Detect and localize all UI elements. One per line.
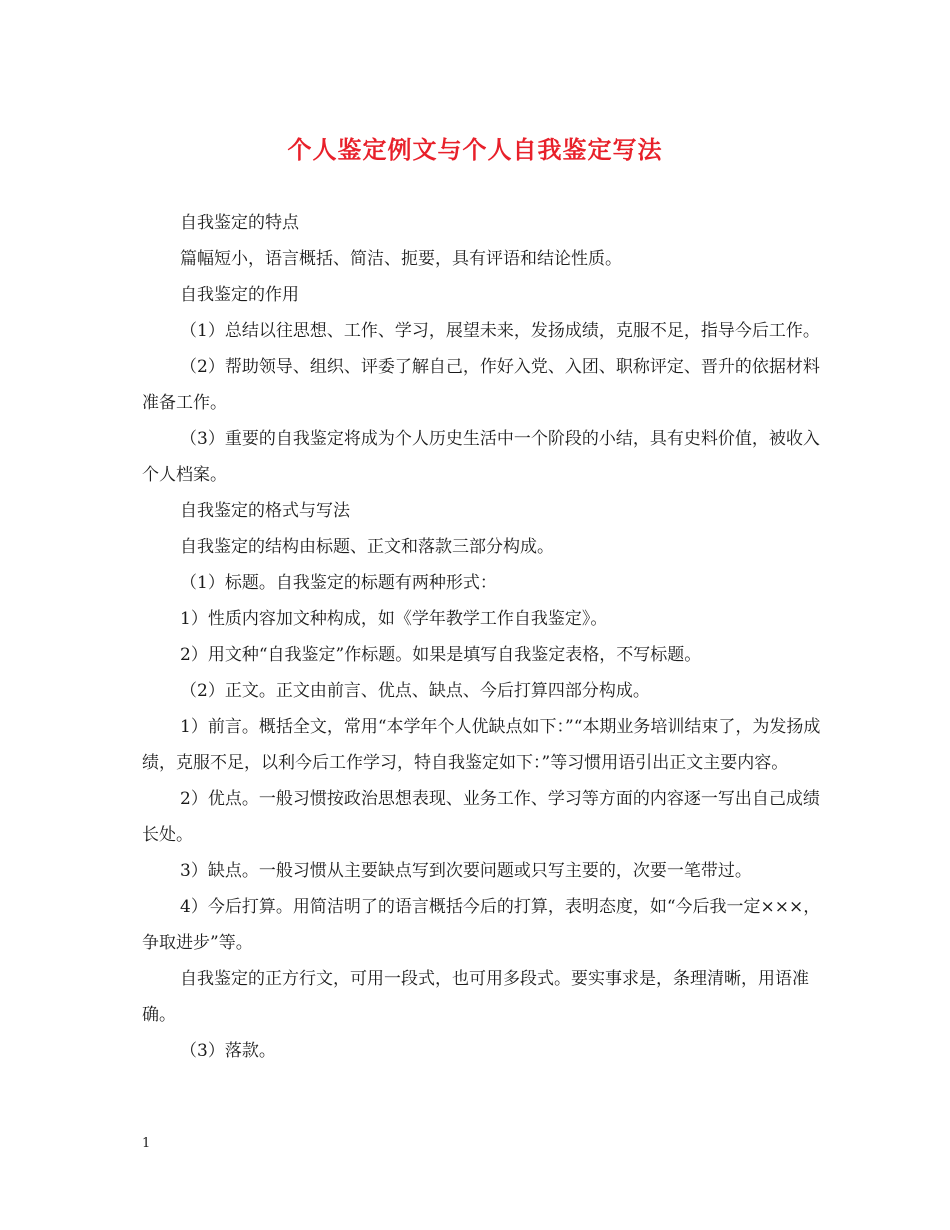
paragraph-14: 2）优点。一般习惯按政治思想表现、业务工作、学习等方面的内容逐一写出自己成绩长处。 (142, 789, 820, 845)
paragraph-7: 自我鉴定的格式与写法 (180, 501, 350, 521)
paragraph-6: （3）重要的自我鉴定将成为个人历史生活中一个阶段的小结，具有史料价值，被收入个人档案。 (142, 429, 820, 485)
paragraph-18: （3）落款。 (180, 1041, 276, 1061)
page-number: 1 (142, 1136, 151, 1151)
paragraph-4: （1）总结以往思想、工作、学习，展望未来，发扬成绩，克服不足，指导今后工作。 (180, 321, 820, 341)
paragraph-5: （2）帮助领导、组织、评委了解自己，作好入党、入团、职称评定、晋升的依据材料准备工作。 (142, 357, 820, 413)
paragraph-13: 1）前言。概括全文，常用“本学年个人优缺点如下：”“本期业务培训结束了，为发扬成绩，克服不足，以利今后工作学习，特自我鉴定如下：”等习惯用语引出正文主要内容。 (142, 717, 821, 773)
paragraph-12: （2）正文。正文由前言、优点、缺点、今后打算四部分构成。 (180, 681, 650, 701)
paragraph-11: 2）用文种“自我鉴定”作标题。如果是填写自我鉴定表格，不写标题。 (180, 645, 702, 665)
paragraph-8: 自我鉴定的结构由标题、正文和落款三部分构成。 (180, 537, 554, 557)
document-title: 个人鉴定例文与个人自我鉴定写法 (287, 135, 663, 164)
paragraph-3: 自我鉴定的作用 (180, 285, 299, 305)
paragraph-2: 篇幅短小，语言概括、简洁、扼要，具有评语和结论性质。 (180, 249, 622, 269)
paragraph-15: 3）缺点。一般习惯从主要缺点写到次要问题或只写主要的，次要一笔带过。 (180, 861, 752, 881)
document-body (142, 205, 822, 1069)
paragraph-17: 自我鉴定的正方行文，可用一段式，也可用多段式。要实事求是，条理清晰，用语准确。 (142, 969, 809, 1025)
paragraph-9: （1）标题。自我鉴定的标题有两种形式： (180, 573, 497, 593)
paragraph-1: 自我鉴定的特点 (180, 213, 299, 233)
paragraph-16: 4）今后打算。用简洁明了的语言概括今后的打算，表明态度，如“今后我一定×××，争取进步”等。 (142, 897, 821, 953)
paragraph-10: 1）性质内容加文种构成，如《学年教学工作自我鉴定》。 (180, 609, 608, 629)
